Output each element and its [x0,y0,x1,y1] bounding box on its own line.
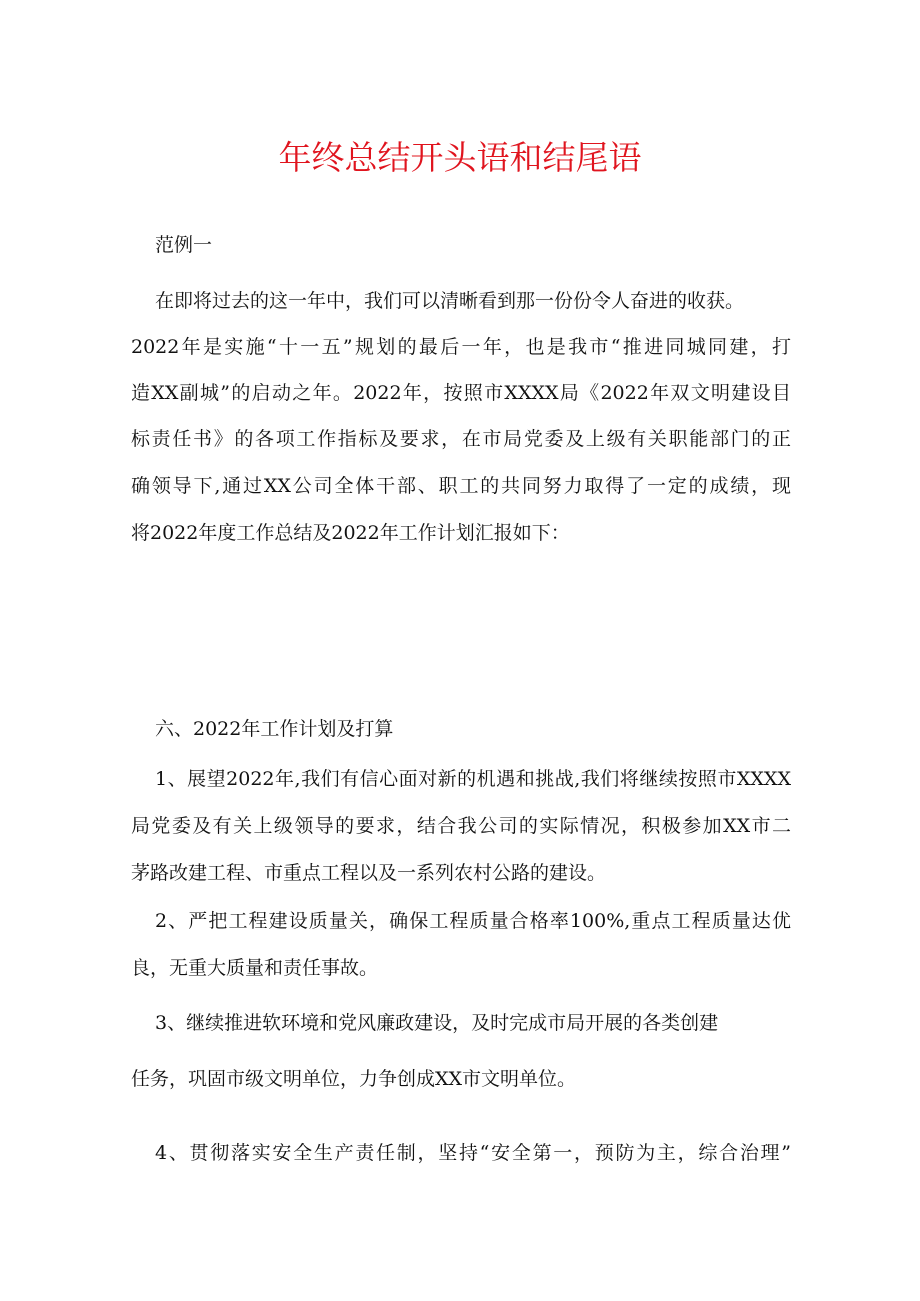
section-heading-work-plan: 六、2022年工作计划及打算 [155,718,394,740]
plan-item-line: 良，无重大质量和责任事故。 [131,957,379,979]
plan-item-line: 1、展望2022年,我们有信心面对新的机遇和挑战,我们将继续按照市XXXX [155,768,791,790]
plan-item-line: 局党委及有关上级领导的要求，结合我公司的实际情况，积极参加XX市二 [131,815,791,837]
document-title: 年终总结开头语和结尾语 [278,138,642,177]
paragraph-line: 将2022年度工作总结及2022年工作计划汇报如下： [131,522,570,544]
plan-item-line: 2、严把工程建设质量关，确保工程质量合格率100%,重点工程质量达优 [155,910,791,932]
plan-item-line: 3、继续推进软环境和党风廉政建设，及时完成市局开展的各类创建 [155,1012,719,1034]
plan-item-line: 任务，巩固市级文明单位，力争创成XX市文明单位。 [131,1068,577,1090]
paragraph-line: 造XX副城”的启动之年。2022年，按照市XXXX局《2022年双文明建设目 [131,382,791,404]
paragraph-line: 标责任书》的各项工作指标及要求，在市局党委及上级有关职能部门的正 [131,428,791,450]
paragraph-line: 确领导下,通过XX公司全体干部、职工的共同努力取得了一定的成绩，现 [131,475,791,497]
section-heading-example-one: 范例一 [155,234,213,256]
paragraph-line: 在即将过去的这一年中，我们可以清晰看到那一份份令人奋进的收获。 [155,290,745,312]
plan-item-line: 茅路改建工程、市重点工程以及一系列农村公路的建设。 [131,862,607,884]
plan-item-line: 4、贯彻落实安全生产责任制，坚持“安全第一，预防为主，综合治理” [155,1142,791,1164]
paragraph-line: 2022年是实施“十一五”规划的最后一年，也是我市“推进同城同建，打 [131,336,791,358]
